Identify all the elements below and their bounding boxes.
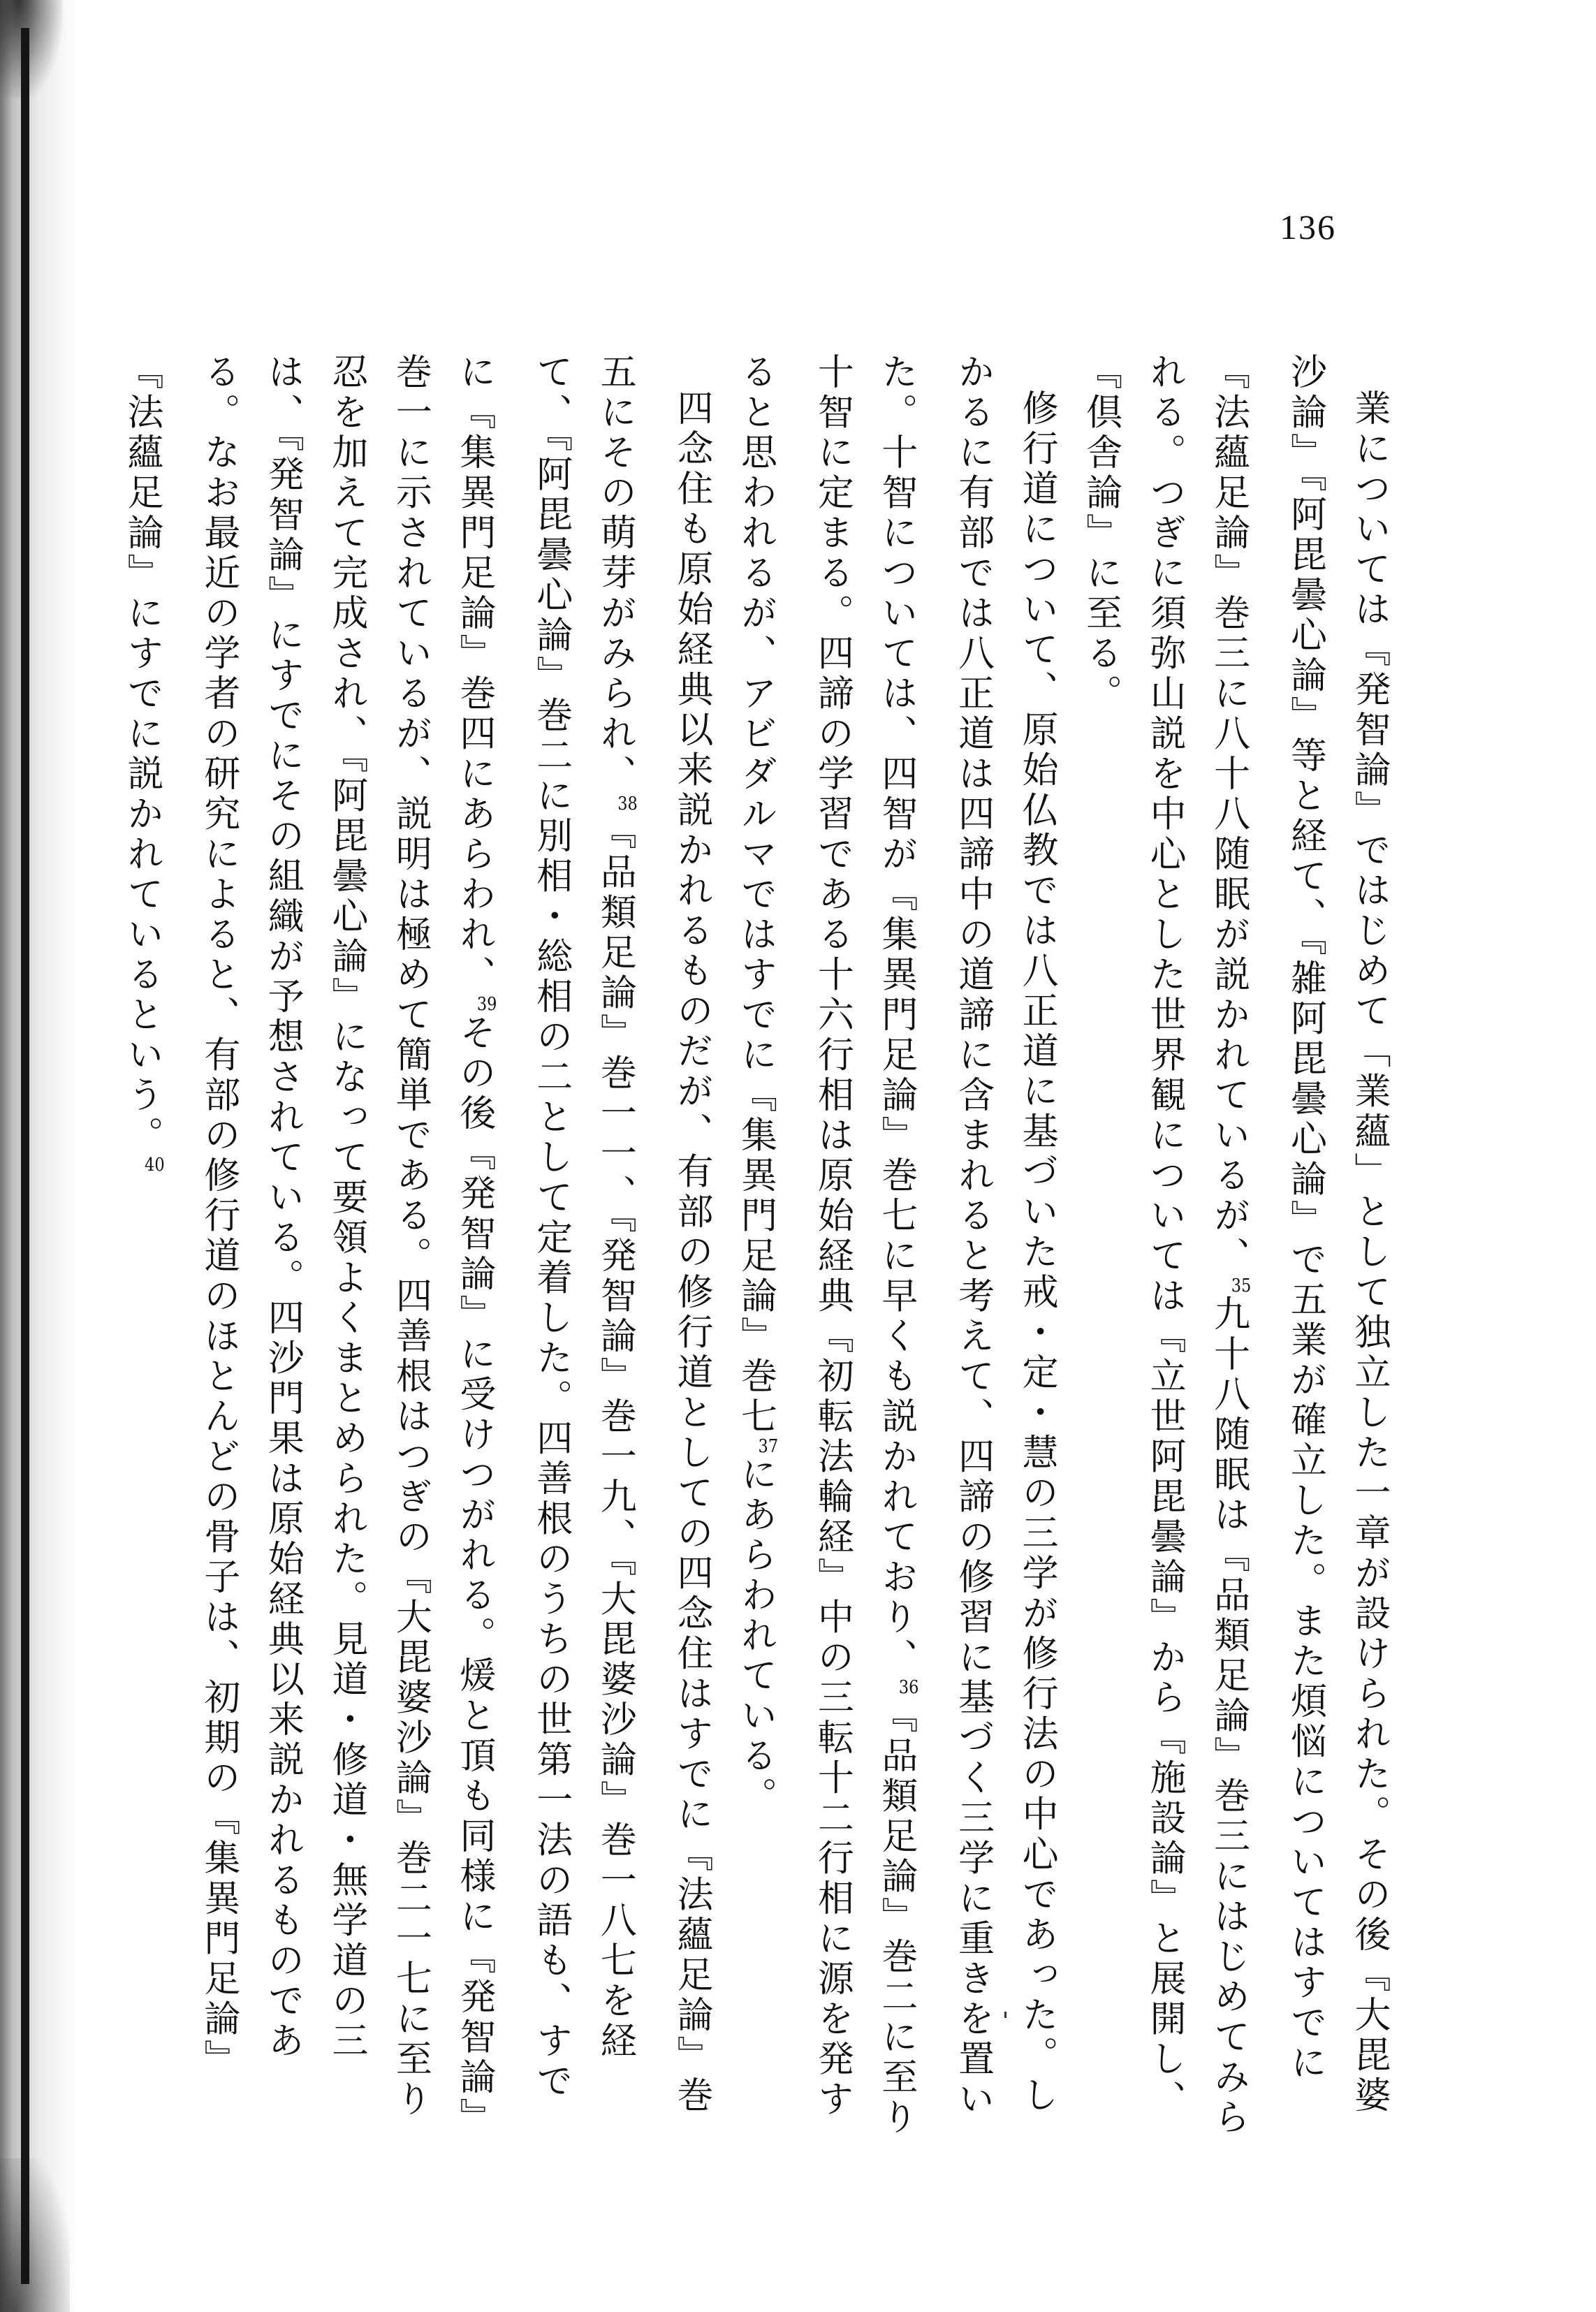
text-segment: 業については『発智論』ではじめて「業蘊」として独立した一章が設けられた。その後『大毘婆沙論』『阿毘曇心論』等と経て、『雑阿毘曇心論』で五業が確立した。また煩悩についてはすでに『法蘊足論』巻三に八十八随眠が説かれているが、 (1207, 353, 1390, 2116)
paragraph-karma-and-defilements (1068, 353, 1400, 2141)
page-number: 136 (1280, 207, 1336, 247)
scan-speck (1004, 2012, 1006, 2018)
scan-corner-bottom (0, 2158, 70, 2312)
text-segment: 『品類足論』巻二に至り十智に定まる。四諦の学習である十六行相は原始経典『初転法輪経』中の三転十二行相に源を発すると思われるが、アビダルマではすでに『集異門足論』巻七 (734, 353, 917, 2138)
footnote-ref-35: 35 (1231, 1276, 1252, 1295)
scan-edge-shadow (0, 0, 84, 2312)
text-segment: その後『発智論』に受けつがれる。煖と頂も同様に『発智論』巻一に示されているが、説明は極めて簡単である。四善根はつぎの『大毘婆沙論』巻二一七に至り忍を加えて完成され、『阿毘曇心論』になって要領よくまとめられた。見道・修道・無学道の三は、『発智論』にすでにその組織が予想されている。四沙門果は原始経典以来説かれるものである。なお最近の学者の研究によると、有部の修行道のほとんどの骨子は、初期の『集異門足論』『法蘊足論』にすでに説かれているという。 (121, 353, 495, 2138)
text-segment: 修行道について、原始仏教では八正道に基づいた戒・定・慧の三学が修行法の中心であった。しかるに有部では八正道は四諦中の道諦に含まれると考えて、四諦の修習に基づく三学に重きを置いた。十智については、四智が『集異門足論』巻七に早くも説かれており、 (874, 353, 1058, 2120)
paragraph-four-mindfulness (110, 353, 723, 2141)
scan-corner-top (0, 0, 63, 98)
footnote-ref-39: 39 (476, 995, 497, 1014)
paragraph-path-of-practice (723, 353, 1068, 2141)
footnote-ref-38: 38 (617, 794, 638, 813)
footnote-ref-40: 40 (145, 1156, 165, 1174)
text-segment: 四念住も原始経典以来説かれるものだが、有部の修行道としての四念住はすでに『法蘊足論』巻五にその萌芽がみられ、 (594, 353, 713, 2116)
footnote-ref-37: 37 (758, 1437, 779, 1456)
body-text (121, 353, 1400, 2141)
text-segment: 九十八随眠は『品類足論』巻三にはじめてみられる。つぎに須弥山説を中心とした世界観については『立世阿毘曇論』から『施設論』と展開し、『倶舎論』に至る。 (1079, 353, 1250, 2138)
binding-line (21, 28, 29, 2284)
text-segment: 『品類足論』巻一一、『発智論』巻一九、『大毘婆沙論』巻一八七を経て、『阿毘曇心論』巻二に別相・総相の二として定着した。四善根のうちの世第一法の語も、すでに『集異門足論』巻四にあらわれ、 (453, 353, 636, 2102)
text-segment: にあらわれている。 (734, 1455, 777, 1817)
footnote-ref-36: 36 (898, 1678, 919, 1697)
